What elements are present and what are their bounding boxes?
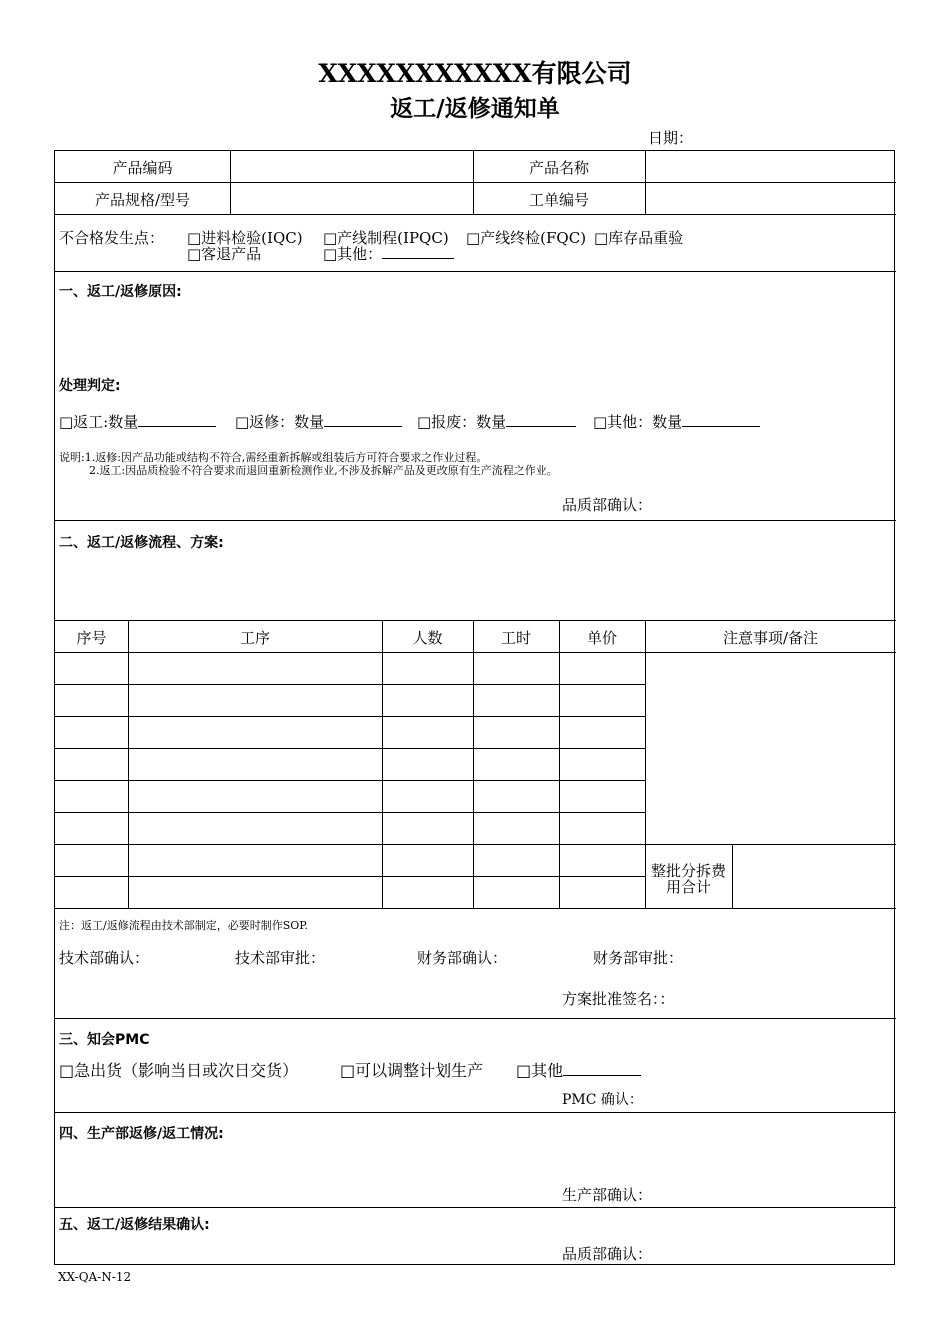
scrap-qty[interactable]: □报废：数量 bbox=[417, 411, 576, 432]
option-customer-return[interactable]: □客退产品 bbox=[187, 245, 262, 263]
option-ipqc[interactable]: □产线制程(IPQC) bbox=[323, 229, 449, 247]
col-unit-price: 单价 bbox=[586, 629, 617, 647]
option-fqc[interactable]: □产线终检(FQC) bbox=[466, 229, 587, 247]
qa-confirm-1: 品质部确认： bbox=[562, 496, 653, 514]
other-qty[interactable]: □其他：数量 bbox=[593, 411, 760, 432]
product-code-label: 产品编码 bbox=[112, 159, 173, 177]
date-label: 日期： bbox=[648, 129, 694, 147]
option-pmc-other[interactable]: □其他 bbox=[516, 1058, 641, 1081]
form-frame bbox=[54, 150, 895, 1265]
form-title: 返工/返修通知单 bbox=[390, 95, 560, 122]
process-note: 注：返工/返修流程由技术部制定，必要时制作SOP. bbox=[59, 919, 308, 932]
company-name: XXXXXXXXXXX有限公司 bbox=[318, 59, 632, 88]
note-line-1: 说明:1.返修:因产品功能或结构不符合,需经重新拆解或组装后方可符合要求之作业过程。 bbox=[59, 451, 488, 464]
repair-qty[interactable]: □返修：数量 bbox=[235, 411, 402, 432]
plan-approval: 方案批准签名：： bbox=[562, 990, 675, 1008]
col-seq: 序号 bbox=[76, 629, 107, 647]
doc-code: XX-QA-N-12 bbox=[58, 1270, 132, 1284]
finance-approve: 财务部审批： bbox=[593, 949, 684, 967]
col-remarks: 注意事项/备注 bbox=[722, 629, 819, 647]
section4-title: 四、生产部返修/返工情况: bbox=[59, 1126, 224, 1142]
section1-title: 一、返工/返修原因: bbox=[59, 284, 182, 300]
option-iqc[interactable]: □进料检验(IQC) bbox=[187, 229, 303, 247]
rework-qty[interactable]: □返工:数量 bbox=[59, 411, 216, 432]
production-confirm: 生产部确认： bbox=[562, 1186, 653, 1204]
tech-confirm: 技术部确认： bbox=[59, 949, 150, 967]
option-stock-recheck[interactable]: □库存品重验 bbox=[594, 229, 684, 247]
product-spec-label: 产品规格/型号 bbox=[94, 191, 191, 209]
decision-title: 处理判定: bbox=[59, 378, 121, 394]
pmc-confirm: PMC 确认： bbox=[562, 1092, 643, 1108]
nonconformity-label: 不合格发生点： bbox=[59, 229, 165, 247]
col-headcount: 人数 bbox=[412, 629, 443, 647]
total-label-2: 用合计 bbox=[665, 878, 711, 896]
total-label-1: 整批分拆费 bbox=[650, 862, 726, 880]
tech-approve: 技术部审批： bbox=[235, 949, 326, 967]
note-line-2: 2.返工:因品质检验不符合要求而退回重新检测作业,不涉及拆解产品及更改原有生产流程之作业。 bbox=[89, 464, 558, 477]
qa-confirm-2: 品质部确认： bbox=[562, 1245, 653, 1263]
product-name-label: 产品名称 bbox=[528, 159, 589, 177]
option-urgent[interactable]: □急出货（影响当日或次日交货） bbox=[59, 1061, 299, 1080]
option-other[interactable]: □其他： bbox=[323, 243, 454, 264]
option-adjust-plan[interactable]: □可以调整计划生产 bbox=[340, 1061, 484, 1080]
finance-confirm: 财务部确认： bbox=[417, 949, 508, 967]
section5-title: 五、返工/返修结果确认: bbox=[59, 1217, 210, 1233]
col-hours: 工时 bbox=[500, 629, 531, 647]
col-process: 工序 bbox=[239, 629, 270, 647]
section3-title: 三、知会PMC bbox=[59, 1032, 150, 1048]
work-order-label: 工单编号 bbox=[528, 191, 589, 209]
section2-title: 二、返工/返修流程、方案: bbox=[59, 535, 224, 551]
